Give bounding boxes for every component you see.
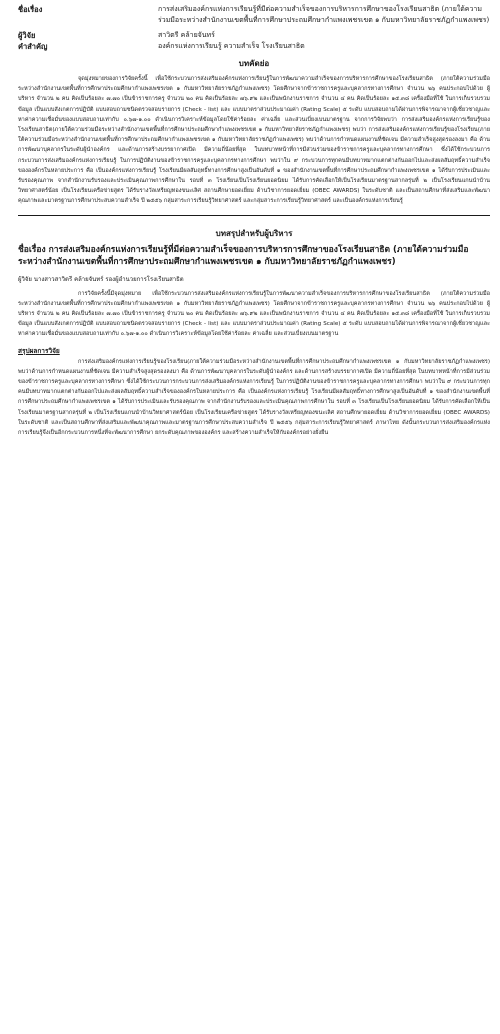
author-value: สาวิตรี คล้ายจันทร์ [158,31,215,39]
executive-title-value: การส่งเสริมองค์กรแห่งการเรียนรู้ที่มีต่อความสำเร็จของการบริหารการศึกษาของโรงเรียนสาธิต (ภายใต้ความร่วมมือระหว่างสำนักงานเขตพื้นที่การศึกษาประถมศึกษากำแพงเพชรเขต ๑ กับมหาวิทยาลัยราชภัฏกำแพงเพชร) [18,244,469,267]
summary-paragraph: การส่งเสริมองค์กรแห่งการเรียนรู้ของโรงเรียน(ภายใต้ความร่วมมือระหว่างสำนักงานเขตพื้นที่การศึกษาประถมศึกษากำแพงเพชรเขต ๑ กับมหาวิทยาลัยราชภัฏกำแพงเพชร) พบว่าด้านการกำหนดแผนงานที่ชัดเจน มีความสำเร็จสูงสุดรองลงมา คือ ด้านการพัฒนาบุคลากรในระดับผู้นำองค์กร และด้านการสร้างบรรยากาศเปิด มีความถี่น้อยที่สุด ในบทบาทหน้าที่การมีส่วนร่วมของข้าราชการครูและบุคลากรทางการศึกษา ซึ่งได้ใช้กระบวนการกระบวนการส่งเสริมองค์กรแห่งการเรียนรู้ ในการปฏิบัติงานของข้าราชการครูและบุคลากรทางการศึกษา พบว่าใน ๙ กระบวนการทุกคนมีบทบาทมากแตกต่างกันออกไปและส่งผลสัมฤทธิ์ความสำเร็จขององค์กรในหลายประการ คือ เป็นองค์กรแห่งการเรียนรู้ โรงเรียนมีผลสัมฤทธิ์ทางการศึกษาสูงเป็นอันดับที่ ๑ ของสำนักงานเขตพื้นที่การศึกษาประถมศึกษากำแพงเพชรเขต ๑ ได้รับการประเมินและรับรองคุณภาพ จากสำนักงานรับรองและประเมินคุณภาพการศึกษาใน รอบที่ ๓ โรงเรียนเป็นโรงเรียนยอดนิยม ได้รับการคัดเลือกให้เป็นโรงเรียนมาตรฐานสากลรุ่นที่ ๒ เป็นโรงเรียนแกนนำบ้านวิทยาศาสตร์น้อย เป็นโรงเรียนเครือข่ายสูตร ได้รับรางวัลเหรียญทองขนะเลิศ สถานศึกษายอดเยี่ยม ด้านวิชาการยอดเยี่ยม (OBEC AWARDS) ในระดับชาติ และเป็นสถานศึกษาที่ส่งเสริมและพัฒนาคุณภาพและมาตรฐานการศึกษาประสบความสำเร็จ ปี ๒๕๕๖ กลุ่มสาระการเรียนรู้วิทยาศาสตร์ ภาษาไทย ดังนั้นกระบวนการส่งเสริมองค์กรแห่งการเรียนรู้จึงเป็นอีกกระบวนการหนึ่งที่จะพัฒนาการศึกษา ยกระดับคุณภาพขององค์กร และสร้างความสำเร็จให้กับองค์กรอย่างยั่งยืน [18,358,490,437]
executive-author-label: ผู้วิจัย [18,275,32,283]
abstract-paragraph: จุดมุ่งหมายของการวิจัยครั้งนี้ เพื่อใช้กระบวนการส่งเสริมองค์กรแห่งการเรียนรู้ในการพัฒนาความสำเร็จของการบริหารการศึกษาของโรงเรียนสาธิต (ภายใต้ความร่วมมือระหว่างสำนักงานเขตพื้นที่การศึกษาประถมศึกษากำแพงเพชรเขต ๑ กับมหาวิทยาลัยราชภัฏกำแพงเพชร) โดยศึกษาจากข้าราชการครูและบุคลากรทางการศึกษา จำนวน ๒๖ คนประกอบไปด้วย ผู้บริหาร จำนวน ๒ คน คิดเป็นร้อยละ ๗.๗๐ เป็นข้าราชการครู จำนวน ๒๐ คน คิดเป็นร้อยละ ๗๖.๙๒ และเป็นพนักงานราชการ จำนวน ๔ คน คิดเป็นร้อยละ ๑๕.๓๘ เครื่องมือที่ใช้ ในการเก็บรวบรวมข้อมูล เป็นแบบสังเกตการปฏิบัติ แบบสอบถามชนิดตรวจสอบรายการ (Check - list) และ แบบมาตราส่วนประมาณค่า (Rating Scale) ๕ ระดับ แบบสอบถามได้ผ่านการพิจารณาจากผู้เชี่ยวชาญและหาค่าความเชื่อมั่นของแบบสอบถามเท่ากับ ๐.๖๗-๑.๐๐ ดำเนินการวิเคราะห์ข้อมูลโดยใช้ค่าร้อยละ ค่าเฉลี่ย และส่วนเบี่ยงเบนมาตรฐาน จากการวิจัยพบว่า การส่งเสริมองค์กรแห่งการเรียนรู้ของโรงเรียนสาธิต(ภายใต้ความร่วมมือระหว่างสำนักงานเขตพื้นที่การศึกษาประถมศึกษากำแพงเพชรเขต ๑ กับมหาวิทยาลัยราชภัฏกำแพงเพชร) พบว่า การส่งเสริมองค์กรแห่งการเรียนรู้ของโรงเรียน(ภายใต้ความร่วมมือระหว่างสำนักงานเขตพื้นที่การศึกษาประถมศึกษากำแพงเพชรเขต ๑ กับมหาวิทยาลัยราชภัฏกำแพงเพชร) พบว่าด้านการกำหนดแผนงานที่ชัดเจน มีความสำเร็จสูงสุดรองลงมา คือ ด้านการพัฒนาบุคลากรในระดับผู้นำองค์กร และด้านการสร้างบรรยากาศเปิด มีความถี่น้อยที่สุด ในบทบาทหน้าที่การมีส่วนร่วมของข้าราชการครูและบุคลากรทางการศึกษา ซึ่งได้ใช้กระบวนการกระบวนการส่งเสริมองค์กรแห่งการเรียนรู้ ในการปฏิบัติงานของข้าราชการครูและบุคลากรทางการศึกษา พบว่าใน ๙ กระบวนการทุกคนมีบทบาทมากแตกต่างกันออกไปและส่งผลสัมฤทธิ์ความสำเร็จขององค์กรในหลายประการ คือ เป็นองค์กรแห่งการเรียนรู้ โรงเรียนมีผลสัมฤทธิ์ทางการศึกษาสูงเป็นอันดับที่ ๑ ของสำนักงานเขตพื้นที่การศึกษาประถมศึกษากำแพงเพชรเขต ๑ ได้รับการประเมินและรับรองคุณภาพ จากสำนักงานรับรองและประเมินคุณภาพการศึกษาใน รอบที่ ๓ โรงเรียนเป็นโรงเรียนยอดนิยม ได้รับการคัดเลือกให้เป็นโรงเรียนมาตรฐานสากลรุ่นที่ ๒ เป็นโรงเรียนแกนนำบ้านวิทยาศาสตร์น้อย เป็นโรงเรียนเครือข่ายสูตร ได้รับรางวัลเหรียญทองขนะเลิศ สถานศึกษายอดเยี่ยม ด้านวิชาการยอดเยี่ยม (OBEC AWARDS) ในระดับชาติ และเป็นสถานศึกษาที่ส่งเสริมและพัฒนาคุณภาพและมาตรฐานการศึกษาประสบความสำเร็จ ปี ๒๕๕๖ กลุ่มสาระการเรียนรู้วิทยาศาสตร์ และกลุ่มสาระการเรียนรู้วิทยาศาสตร์ และเป็นองค์กรแห่งการเรียนรู้ [18,76,490,205]
executive-paragraph: การวิจัยครั้งนี้มีจุดมุ่งหมาย เพื่อใช้กระบวนการส่งเสริมองค์กรแห่งการเรียนรู้ในการพัฒนาความสำเร็จของการบริหารการศึกษาของโรงเรียนสาธิต (ภายใต้ความร่วมมือระหว่างสำนักงานเขตพื้นที่การศึกษาประถมศึกษากำแพงเพชรเขต ๑ กับมหาวิทยาลัยราชภัฏกำแพงเพชร) โดยศึกษาจากข้าราชการครูและบุคลากรทางการศึกษา จำนวน ๒๖ คนประกอบไปด้วย ผู้บริหาร จำนวน ๒ คน คิดเป็นร้อยละ ๗.๗๐ เป็นข้าราชการครู จำนวน ๒๐ คน คิดเป็นร้อยละ ๗๖.๙๒ และเป็นพนักงานราชการ จำนวน ๔ คน คิดเป็นร้อยละ ๑๕.๓๘ เครื่องมือที่ใช้ ในการเก็บรวบรวมข้อมูล เป็นแบบสังเกตการปฏิบัติ แบบสอบถามชนิดตรวจสอบรายการ (Check - list) และ แบบมาตราส่วนประมาณค่า (Rating Scale) ๕ ระดับ แบบสอบถามได้ผ่านการพิจารณาจากผู้เชี่ยวชาญและหาค่าความเชื่อมั่นของแบบสอบถามเท่ากับ ๐.๖๗-๑.๐๐ ดำเนินการวิเคราะห์ข้อมูลโดยใช้ค่าร้อยละ ค่าเฉลี่ย และส่วนเบี่ยงเบนมาตรฐาน [18,290,490,338]
section-divider [18,215,490,216]
executive-summary-heading: บทสรุปสำหรับผู้บริหาร [215,228,293,238]
title-row [18,4,490,26]
author-label: ผู้วิจัย [18,31,36,40]
executive-author [18,274,490,285]
executive-author-value: นางสาวสาวิตรี คล้ายจันทร์ รองผู้อำนวยการโรงเรียนสาธิต [33,275,184,283]
keywords-row [18,41,490,52]
title-value: การส่งเสริมองค์กรแห่งการเรียนรู้ที่มีต่อความสำเร็จของการบริหารการศึกษาของโรงเรียนสาธิต (ภายใต้ความร่วมมือระหว่างสำนักงานเขตพื้นที่การศึกษาประถมศึกษากำแพงเพชรเขต ๑ กับมหาวิทยาลัยราชภัฏกำแพงเพชร) [158,5,490,24]
keywords-label: คำสำคัญ [18,42,48,51]
executive-title [18,244,490,268]
executive-title-label: ชื่อเรื่อง [18,244,46,255]
abstract-heading: บทคัดย่อ [238,59,270,68]
author-row [18,30,490,41]
keywords-value: องค์กรแห่งการเรียนรู้ ความสำเร็จ โรงเรียนสาธิต [158,42,305,50]
title-label: ชื่อเรื่อง [18,5,43,14]
summary-heading: สรุปผลการวิจัย [18,346,60,355]
